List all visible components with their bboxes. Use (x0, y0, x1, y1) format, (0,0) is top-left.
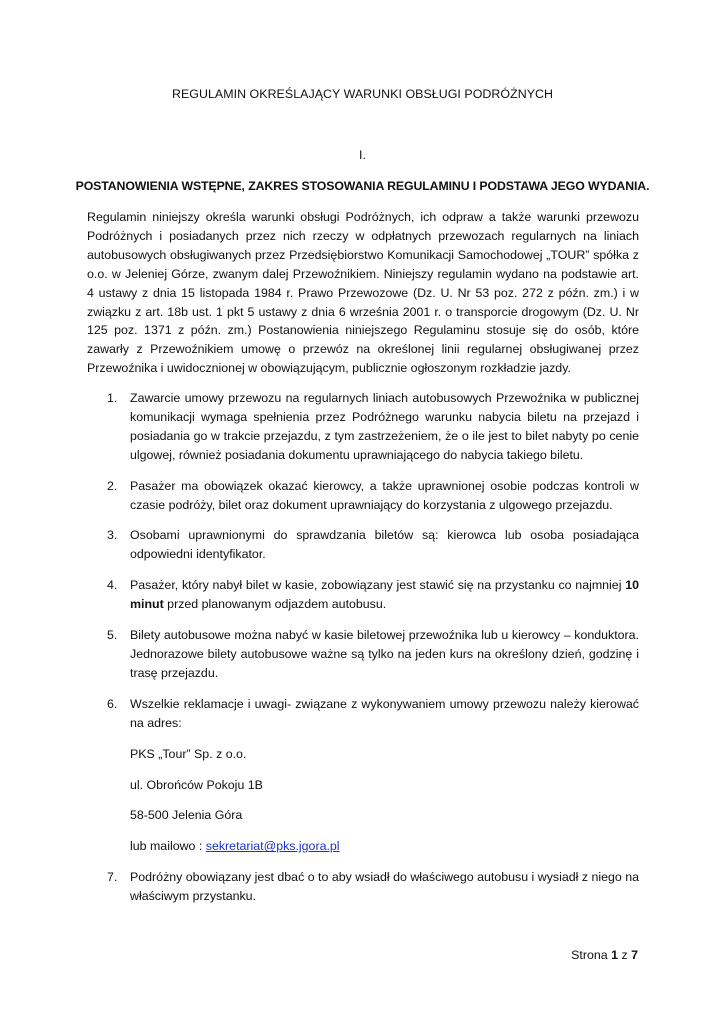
page-footer (571, 948, 638, 962)
list-item (87, 576, 639, 614)
email-link[interactable]: sekretariat@pks.jgora.pl (205, 839, 340, 854)
address-block (130, 745, 639, 857)
item-text: Wszelkie reklamacje i uwagi- związane z wykonywaniem umowy przewozu należy kierować na adres: (130, 696, 639, 730)
item-text (130, 578, 639, 611)
list-item (87, 626, 639, 683)
address-city: 58-500 Jelenia Góra (130, 808, 243, 823)
footer-separator: z (618, 948, 632, 962)
footer-prefix: Strona (571, 948, 612, 962)
email-label: lub mailowo : (130, 839, 206, 854)
item-text-after: przed planowanym odjazdem autobusu. (163, 597, 387, 612)
address-email-line (130, 837, 639, 856)
footer-total-pages: 7 (631, 948, 638, 962)
list-item (87, 477, 639, 515)
item-text-bold: 10 minut (130, 578, 639, 612)
item-text-before: Pasażer, który nabył bilet w kasie, zobowiązany jest stawić się na przystanku co najmniej (130, 578, 626, 593)
item-text: Podróżny obowiązany jest dbać o to aby wsiadł do właściwego autobusu i wysiadł z niego na właściwym przystanku. (130, 870, 640, 904)
list-item (87, 868, 639, 906)
item-number: 3. (107, 528, 118, 543)
list-item (87, 526, 639, 564)
item-text: Bilety autobusowe można nabyć w kasie biletowej przewoźnika lub u kierowcy – konduktora. Jednorazowe bilety autobusowe ważne są tylko na jeden kurs na określony dzień, godzinę i trasę przejazdu. (130, 628, 639, 680)
item-number: 7. (107, 870, 118, 885)
item-number: 2. (107, 478, 118, 493)
item-text: Pasażer ma obowiązek okazać kierowcy, a także uprawnionej osobie podczas kontroli w czasie podróży, bilet oraz dokument uprawniający do korzystania z ulgowego przejazdu. (130, 478, 639, 512)
intro-paragraph: Regulamin niniejszy określa warunki obsługi Podróżnych, ich odpraw a także warunki przewozu Podróżnych i posiadanych przez nich rzeczy w odpłatnych przewozach regularnych na liniach autobusowych obsługiwanych przez Przedsiębiorstwo Komunikacji Samochodowej „TOUR” spółka z o.o. w Jeleniej Górze, zwanym dalej Przewoźnikiem. Niniejszy regulamin wydano na podstawie art. 4 ustawy z dnia 15 listopada 1984 r. Prawo Przewozowe (Dz. U. Nr 53 poz. 272 z późn. zm.) i w związku z art. 18b ust. 1 pkt 5 ustawy z dnia 6 września 2001 r. o transporcie drogowym (Dz. U. Nr 125 poz. 1371 z późn. zm.) Postanowienia niniejszego Regulaminu stosuje się do osób, które zawarły z Przewoźnikiem umowę o przewóz na określonej linii regularnej obsługiwanej przez Przewoźnika i uwidocznionej w obowiązującym, publicznie ogłoszonym rozkładzie jazdy. (87, 210, 639, 376)
list-item (87, 695, 639, 856)
item-text: Osobami uprawnionymi do sprawdzania biletów są: kierowca lub osoba posiadająca odpowiedni identyfikator. (130, 528, 639, 562)
item-number: 1. (107, 391, 118, 405)
item-number: 6. (107, 696, 118, 711)
section-number: I. (359, 148, 366, 162)
address-street: ul. Obrońców Pokoju 1B (130, 777, 263, 792)
footer-current-page: 1 (611, 948, 618, 962)
list-item (87, 389, 639, 465)
item-number: 4. (107, 578, 118, 593)
address-company: PKS „Tour” Sp. z o.o. (130, 746, 247, 761)
rules-list (87, 389, 639, 918)
document-title: REGULAMIN OKREŚLAJĄCY WARUNKI OBSŁUGI PODRÓŻNYCH (171, 87, 554, 101)
item-text: Zawarcie umowy przewozu na regularnych liniach autobusowych Przewoźnika w publicznej komunikacji wymaga spełnienia przez Podróżnego warunku nabycia biletu na przejazd i posiadania go w trakcie przejazdu, z tym zastrzeżeniem, że o ile jest to bilet nabyty po cenie ulgowej, również posiadania dokumentu uprawniającego do nabycia takiego biletu. (130, 391, 639, 462)
item-number: 5. (107, 628, 118, 643)
section-heading: POSTANOWIENIA WSTĘPNE, ZAKRES STOSOWANIA REGULAMINU I PODSTAWA JEGO WYDANIA. (75, 179, 650, 193)
